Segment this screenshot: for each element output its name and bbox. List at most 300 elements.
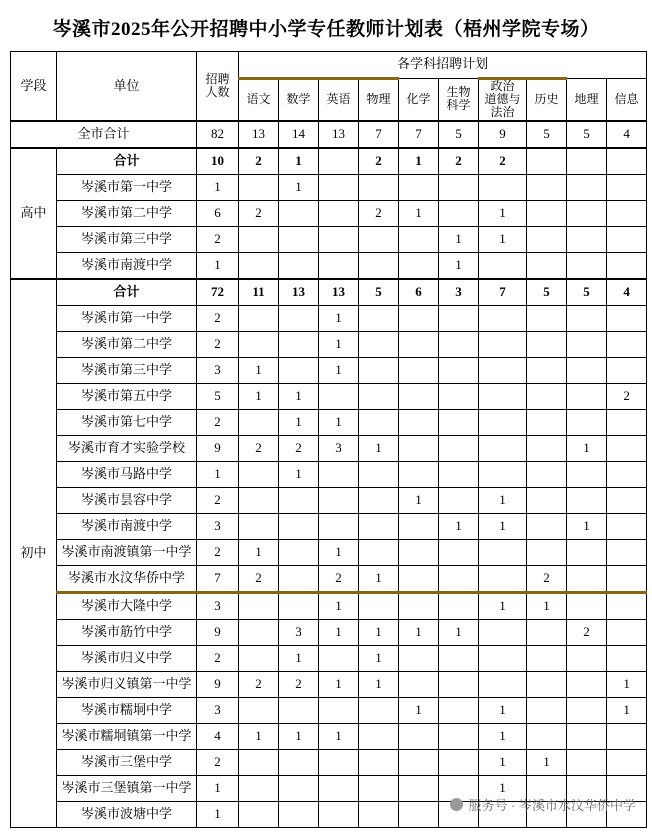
- subject-value-9: [607, 409, 647, 435]
- subject-value-1: 1: [279, 174, 319, 200]
- unit-name: 岑溪市南渡中学: [57, 252, 197, 279]
- subject-value-5: [439, 487, 479, 513]
- subject-value-9: [607, 226, 647, 252]
- subject-value-7: [527, 409, 567, 435]
- city-total-subject-7: 5: [527, 121, 567, 148]
- subject-value-0: [239, 749, 279, 775]
- unit-name: 岑溪市水汶华侨中学: [57, 565, 197, 592]
- subject-value-1: [279, 487, 319, 513]
- subject-value-1: [279, 565, 319, 592]
- unit-name: 岑溪市第二中学: [57, 200, 197, 226]
- subject-value-0: 1: [239, 357, 279, 383]
- subject-value-7: [527, 697, 567, 723]
- subject-value-1: 1: [279, 409, 319, 435]
- subject-value-4: 1: [399, 148, 439, 175]
- header-subject-chemistry: 化学: [399, 79, 439, 121]
- subject-value-1: [279, 801, 319, 827]
- subject-value-4: [399, 383, 439, 409]
- subject-value-5: [439, 435, 479, 461]
- unit-name: 岑溪市三堡中学: [57, 749, 197, 775]
- subject-value-1: [279, 357, 319, 383]
- unit-count: 72: [197, 279, 239, 306]
- subject-value-6: [479, 357, 527, 383]
- unit-count: 1: [197, 461, 239, 487]
- subject-value-6: [479, 409, 527, 435]
- table-row: [11, 723, 647, 749]
- subject-value-6: [479, 435, 527, 461]
- table-row: [11, 461, 647, 487]
- unit-count: 2: [197, 539, 239, 565]
- subject-value-5: [439, 409, 479, 435]
- subject-value-0: [239, 461, 279, 487]
- subject-value-5: 3: [439, 279, 479, 306]
- subject-value-3: [359, 383, 399, 409]
- table-row: [11, 749, 647, 775]
- subject-value-3: [359, 305, 399, 331]
- unit-name: 岑溪市第二中学: [57, 331, 197, 357]
- subject-value-1: 1: [279, 383, 319, 409]
- header-subject-physics: 物理: [359, 79, 399, 121]
- subject-value-8: [567, 723, 607, 749]
- unit-count: 2: [197, 331, 239, 357]
- table-row-city-total: [11, 121, 647, 148]
- subject-value-6: 1: [479, 592, 527, 619]
- subject-value-1: 3: [279, 619, 319, 645]
- unit-name: 岑溪市育才实验学校: [57, 435, 197, 461]
- subject-value-7: [527, 435, 567, 461]
- city-total-count: 82: [197, 121, 239, 148]
- subject-value-6: [479, 174, 527, 200]
- subject-value-9: [607, 487, 647, 513]
- subject-value-0: 2: [239, 148, 279, 175]
- table-row: [11, 645, 647, 671]
- subject-value-4: [399, 252, 439, 279]
- unit-count: 9: [197, 619, 239, 645]
- subject-value-5: [439, 174, 479, 200]
- subject-value-9: 2: [607, 383, 647, 409]
- subject-value-4: [399, 775, 439, 801]
- header-subject-politics-line3: 法治: [490, 105, 515, 120]
- unit-name: 岑溪市第七中学: [57, 409, 197, 435]
- subject-value-0: 2: [239, 671, 279, 697]
- subject-value-5: [439, 749, 479, 775]
- subject-value-4: [399, 226, 439, 252]
- subject-value-2: 1: [319, 619, 359, 645]
- table-row: [11, 357, 647, 383]
- subject-value-8: [567, 409, 607, 435]
- table-row: [11, 671, 647, 697]
- subject-value-7: 1: [527, 592, 567, 619]
- subject-value-7: [527, 513, 567, 539]
- header-subject-politics-line2: 道德与: [484, 92, 521, 107]
- recruitment-plan-table: [10, 51, 647, 828]
- unit-count: 1: [197, 252, 239, 279]
- subject-value-5: [439, 723, 479, 749]
- subject-value-3: [359, 409, 399, 435]
- subject-value-5: 1: [439, 252, 479, 279]
- subject-value-6: 1: [479, 749, 527, 775]
- unit-count: 7: [197, 565, 239, 592]
- subject-value-2: [319, 200, 359, 226]
- subject-value-3: [359, 697, 399, 723]
- unit-name: 岑溪市糯垌中学: [57, 697, 197, 723]
- unit-name: 岑溪市波塘中学: [57, 801, 197, 827]
- table-row: [11, 174, 647, 200]
- table-row: [11, 539, 647, 565]
- unit-name: 岑溪市三堡镇第一中学: [57, 775, 197, 801]
- subject-value-8: [567, 697, 607, 723]
- subject-value-3: [359, 801, 399, 827]
- subject-value-9: 1: [607, 697, 647, 723]
- header-row-top: [11, 52, 647, 79]
- table-row: [11, 409, 647, 435]
- subject-value-6: 1: [479, 513, 527, 539]
- subject-value-8: 5: [567, 279, 607, 306]
- subject-value-5: 2: [439, 148, 479, 175]
- header-subject-chinese: 语文: [239, 79, 279, 121]
- city-total-subject-0: 13: [239, 121, 279, 148]
- subject-value-4: [399, 357, 439, 383]
- subject-value-3: [359, 539, 399, 565]
- subject-value-6: [479, 252, 527, 279]
- subject-value-8: [567, 749, 607, 775]
- subject-value-2: [319, 383, 359, 409]
- subject-value-4: [399, 305, 439, 331]
- subject-value-2: 1: [319, 539, 359, 565]
- subject-value-6: 7: [479, 279, 527, 306]
- subject-value-8: [567, 487, 607, 513]
- subject-value-2: 1: [319, 409, 359, 435]
- table-row: [11, 148, 647, 175]
- unit-name: 岑溪市大隆中学: [57, 592, 197, 619]
- header-subject-geography: 地理: [567, 79, 607, 121]
- city-total-subject-3: 7: [359, 121, 399, 148]
- subject-value-5: 1: [439, 513, 479, 539]
- unit-count: 9: [197, 435, 239, 461]
- subject-value-3: 1: [359, 619, 399, 645]
- subject-value-0: 1: [239, 723, 279, 749]
- subject-value-1: [279, 200, 319, 226]
- subject-value-7: [527, 252, 567, 279]
- subject-value-1: [279, 697, 319, 723]
- city-total-label: 全市合计: [11, 121, 197, 148]
- subject-value-9: 4: [607, 279, 647, 306]
- subject-value-0: [239, 174, 279, 200]
- city-total-subject-5: 5: [439, 121, 479, 148]
- subject-value-6: [479, 671, 527, 697]
- header-subject-biology-line1: 生物: [446, 85, 471, 100]
- watermark: [450, 795, 636, 814]
- unit-name: 岑溪市筋竹中学: [57, 619, 197, 645]
- subject-value-0: [239, 619, 279, 645]
- stage-cell-1: 初中: [11, 279, 57, 828]
- subject-value-4: [399, 749, 439, 775]
- subject-value-7: [527, 619, 567, 645]
- subject-value-4: 1: [399, 487, 439, 513]
- subject-value-2: 2: [319, 565, 359, 592]
- subject-value-9: [607, 539, 647, 565]
- unit-count: 5: [197, 383, 239, 409]
- subject-value-6: [479, 383, 527, 409]
- subject-value-5: [439, 539, 479, 565]
- subject-value-3: [359, 775, 399, 801]
- table-row: [11, 435, 647, 461]
- city-total-subject-2: 13: [319, 121, 359, 148]
- subject-value-1: 13: [279, 279, 319, 306]
- subject-value-0: [239, 226, 279, 252]
- table-row: [11, 279, 647, 306]
- table-row: [11, 383, 647, 409]
- subject-value-4: 1: [399, 697, 439, 723]
- subject-value-6: [479, 565, 527, 592]
- subject-value-1: [279, 252, 319, 279]
- subject-value-2: 1: [319, 671, 359, 697]
- subject-value-3: [359, 723, 399, 749]
- subject-value-1: [279, 331, 319, 357]
- subject-value-4: [399, 565, 439, 592]
- subject-value-2: 1: [319, 331, 359, 357]
- subject-value-0: [239, 801, 279, 827]
- unit-count: 1: [197, 801, 239, 827]
- subject-value-9: [607, 174, 647, 200]
- unit-name: 岑溪市第三中学: [57, 226, 197, 252]
- subject-value-1: 1: [279, 645, 319, 671]
- subject-value-5: [439, 697, 479, 723]
- subject-value-2: [319, 645, 359, 671]
- subject-value-4: [399, 513, 439, 539]
- page-title: 岑溪市2025年公开招聘中小学专任教师计划表（梧州学院专场）: [52, 19, 600, 40]
- unit-count: 4: [197, 723, 239, 749]
- unit-count: 2: [197, 645, 239, 671]
- subject-value-8: [567, 252, 607, 279]
- header-subject-history: 历史: [527, 79, 567, 121]
- subject-value-8: [567, 226, 607, 252]
- subject-value-4: 1: [399, 200, 439, 226]
- subject-value-6: 1: [479, 775, 527, 801]
- subject-value-0: [239, 487, 279, 513]
- subject-value-8: [567, 383, 607, 409]
- subject-value-2: [319, 148, 359, 175]
- subject-value-2: 1: [319, 592, 359, 619]
- subject-value-6: [479, 305, 527, 331]
- subject-value-3: [359, 226, 399, 252]
- subject-value-9: [607, 435, 647, 461]
- subject-value-0: 1: [239, 383, 279, 409]
- header-stage: 学段: [11, 52, 57, 121]
- subject-value-8: 1: [567, 513, 607, 539]
- subject-value-0: [239, 305, 279, 331]
- subject-value-3: 2: [359, 148, 399, 175]
- subject-value-1: [279, 226, 319, 252]
- subject-value-3: 1: [359, 435, 399, 461]
- subject-value-8: [567, 357, 607, 383]
- unit-count: 2: [197, 226, 239, 252]
- subject-value-7: 2: [527, 565, 567, 592]
- subject-value-1: [279, 513, 319, 539]
- subject-value-6: [479, 539, 527, 565]
- table-row: [11, 565, 647, 592]
- unit-count: 3: [197, 357, 239, 383]
- subject-value-2: [319, 461, 359, 487]
- unit-name: 岑溪市第三中学: [57, 357, 197, 383]
- unit-name: 岑溪市第五中学: [57, 383, 197, 409]
- city-total-subject-1: 14: [279, 121, 319, 148]
- subject-value-1: 2: [279, 435, 319, 461]
- unit-count: 9: [197, 671, 239, 697]
- subject-value-1: [279, 305, 319, 331]
- subject-value-4: [399, 174, 439, 200]
- unit-count: 1: [197, 174, 239, 200]
- header-subjects-group: 各学科招聘计划: [239, 52, 647, 79]
- subject-value-8: [567, 539, 607, 565]
- unit-count: 2: [197, 487, 239, 513]
- subject-value-6: [479, 619, 527, 645]
- header-subject-it: 信息: [607, 79, 647, 121]
- subject-value-7: [527, 539, 567, 565]
- subject-value-2: [319, 697, 359, 723]
- subject-value-3: [359, 749, 399, 775]
- subject-value-7: [527, 357, 567, 383]
- subject-value-3: 1: [359, 645, 399, 671]
- table-row: [11, 252, 647, 279]
- unit-name: 岑溪市糯垌镇第一中学: [57, 723, 197, 749]
- subject-value-0: [239, 331, 279, 357]
- subject-value-5: [439, 331, 479, 357]
- unit-name: 岑溪市第一中学: [57, 305, 197, 331]
- subject-value-1: 1: [279, 148, 319, 175]
- header-subject-biology: [439, 79, 479, 121]
- subject-value-3: [359, 592, 399, 619]
- subject-value-6: 1: [479, 723, 527, 749]
- subject-value-5: [439, 305, 479, 331]
- subject-value-2: [319, 513, 359, 539]
- unit-count: 1: [197, 775, 239, 801]
- subject-value-5: 1: [439, 619, 479, 645]
- subject-value-9: [607, 723, 647, 749]
- subject-value-8: [567, 148, 607, 175]
- subject-value-6: 1: [479, 487, 527, 513]
- subject-value-4: [399, 409, 439, 435]
- header-count-line1: 招聘: [205, 71, 230, 86]
- subject-value-3: [359, 487, 399, 513]
- subject-value-5: [439, 200, 479, 226]
- subject-value-1: 2: [279, 671, 319, 697]
- subject-value-5: [439, 383, 479, 409]
- subject-value-2: 3: [319, 435, 359, 461]
- subject-value-2: 1: [319, 723, 359, 749]
- subject-value-0: [239, 645, 279, 671]
- subject-value-9: [607, 200, 647, 226]
- subject-value-0: [239, 592, 279, 619]
- subject-value-0: 2: [239, 565, 279, 592]
- subject-value-4: [399, 723, 439, 749]
- subject-value-9: [607, 749, 647, 775]
- subject-value-3: [359, 461, 399, 487]
- subject-value-9: [607, 565, 647, 592]
- subject-value-3: [359, 357, 399, 383]
- unit-name: 岑溪市第一中学: [57, 174, 197, 200]
- subject-value-9: [607, 461, 647, 487]
- subject-value-8: 1: [567, 435, 607, 461]
- subject-value-7: [527, 305, 567, 331]
- unit-name: 岑溪市南渡镇第一中学: [57, 539, 197, 565]
- subject-value-7: 5: [527, 279, 567, 306]
- subject-value-0: [239, 513, 279, 539]
- unit-count: 6: [197, 200, 239, 226]
- subject-value-2: [319, 749, 359, 775]
- subject-value-8: [567, 200, 607, 226]
- header-count-line2: 人数: [205, 84, 230, 99]
- subject-value-5: [439, 565, 479, 592]
- unit-name: 岑溪市归义中学: [57, 645, 197, 671]
- subject-value-3: [359, 513, 399, 539]
- table-header: [11, 52, 647, 121]
- subject-value-2: [319, 174, 359, 200]
- subject-value-4: [399, 461, 439, 487]
- table-row: [11, 331, 647, 357]
- subject-value-7: [527, 148, 567, 175]
- subject-value-1: 1: [279, 461, 319, 487]
- subject-value-9: [607, 305, 647, 331]
- subject-value-5: [439, 671, 479, 697]
- subject-value-2: [319, 252, 359, 279]
- header-count: [197, 52, 239, 121]
- subject-value-2: 1: [319, 305, 359, 331]
- city-total-subject-6: 9: [479, 121, 527, 148]
- table-row: [11, 226, 647, 252]
- subject-value-6: 1: [479, 697, 527, 723]
- subject-value-8: 2: [567, 619, 607, 645]
- subject-value-2: 13: [319, 279, 359, 306]
- subject-value-4: [399, 539, 439, 565]
- subject-value-9: [607, 645, 647, 671]
- subject-value-3: 1: [359, 671, 399, 697]
- subject-value-7: [527, 174, 567, 200]
- subject-value-0: 1: [239, 539, 279, 565]
- header-subject-math: 数学: [279, 79, 319, 121]
- subject-value-2: [319, 487, 359, 513]
- subject-value-5: [439, 357, 479, 383]
- subject-value-6: 1: [479, 226, 527, 252]
- header-subject-politics: [479, 79, 527, 121]
- subject-value-9: [607, 331, 647, 357]
- table-row: [11, 305, 647, 331]
- stage-cell-0: 高中: [11, 148, 57, 279]
- subject-value-3: [359, 252, 399, 279]
- subject-value-2: [319, 801, 359, 827]
- unit-name: 岑溪市南渡中学: [57, 513, 197, 539]
- watermark-text: 服务号 · 岑溪市水汶华侨中学: [468, 798, 636, 813]
- subject-value-2: [319, 775, 359, 801]
- subject-value-8: [567, 592, 607, 619]
- city-total-subject-4: 7: [399, 121, 439, 148]
- subject-value-8: [567, 645, 607, 671]
- subject-value-0: [239, 252, 279, 279]
- subject-value-2: [319, 226, 359, 252]
- subject-value-9: [607, 513, 647, 539]
- subject-value-3: 1: [359, 565, 399, 592]
- city-total-subject-9: 4: [607, 121, 647, 148]
- table-row: [11, 487, 647, 513]
- table-row: [11, 513, 647, 539]
- unit-count: 3: [197, 697, 239, 723]
- subject-value-7: [527, 645, 567, 671]
- table-row: [11, 592, 647, 619]
- unit-count: 3: [197, 513, 239, 539]
- subject-value-6: [479, 461, 527, 487]
- subject-value-6: [479, 645, 527, 671]
- table-row: [11, 200, 647, 226]
